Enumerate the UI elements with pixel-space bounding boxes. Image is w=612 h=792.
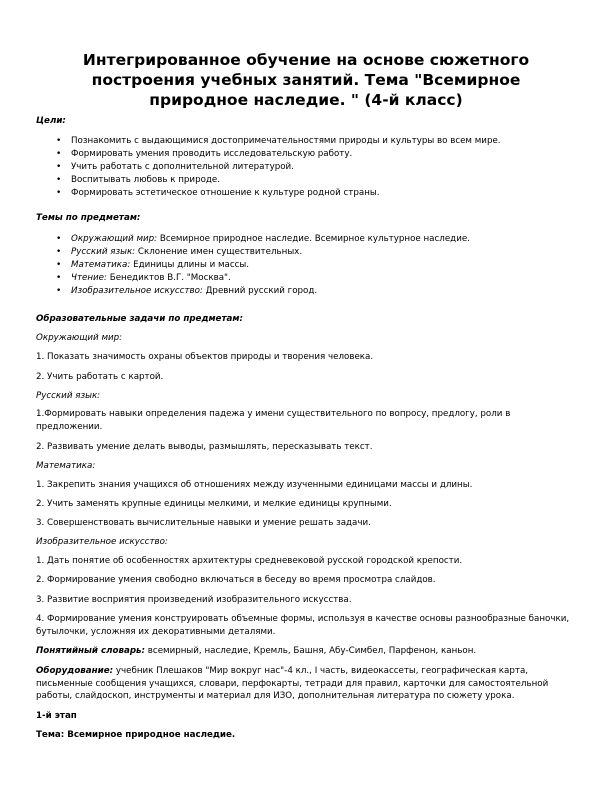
equipment-label: Оборудование: <box>36 666 114 676</box>
subject-label: Чтение: <box>71 272 107 283</box>
list-item <box>56 272 576 285</box>
task-item: 4. Формирование умения конструировать объемные формы, используя в качестве основы разнообразные баночки, бутылочки, усложняя их декоративными деталями. <box>36 614 570 637</box>
russian-label: Русский язык: <box>36 391 101 401</box>
task-item: 1. Дать понятие об особенностях архитектуры средневековой русской городской крепости. <box>36 556 463 566</box>
stage-heading: 1-й этап <box>36 711 77 721</box>
math-label: Математика: <box>36 461 96 471</box>
list-item <box>56 285 576 298</box>
task-item: 3. Развитие восприятия произведений изобразительного искусства. <box>36 595 352 605</box>
topic-heading: Тема: Всемирное природное наследие. <box>36 730 236 740</box>
tasks-heading: Образовательные задачи по предметам: <box>36 314 243 324</box>
task-item: 1. Показать значимость охраны объектов природы и творения человека. <box>36 352 374 362</box>
task-item: 2. Учить работать с картой. <box>36 372 164 382</box>
list-item <box>56 233 576 246</box>
equipment-text: учебник Плешаков "Мир вокруг нас"-4 кл., I часть, видеокассеты, географическая карта, письменные сообщения учащихся, словари, перфокарты, тетради для правил, карточки для самостоятельной работы, слайдоскоп, инструменты и материал для ИЗО, дополнительная литература по сюжету урока. <box>36 666 549 701</box>
subjects-heading: Темы по предметам: <box>36 213 141 223</box>
list-item: • Воспитывать любовь к природе. <box>56 174 576 187</box>
document-title: Интегрированное обучение на основе сюжетного построения учебных занятий. Тема "Всемирное природное наследие. " (4-й класс) <box>82 51 530 109</box>
art-label: Изобразительное искусство: <box>36 537 168 547</box>
vocabulary <box>36 645 576 658</box>
subject-text: Склонение имен существительных. <box>135 246 303 257</box>
task-item: 2. Формирование умения свободно включаться в беседу во время просмотра слайдов. <box>36 575 436 585</box>
vocabulary-label: Понятийный словарь: <box>36 646 146 656</box>
task-item: 3. Совершенствовать вычислительные навыки и умение решать задачи. <box>36 518 371 528</box>
task-item: 2. Учить заменять крупные единицы мелкими, и мелкие единицы крупными. <box>36 499 392 509</box>
list-item: • Формировать умения проводить исследовательскую работу. <box>56 148 576 161</box>
equipment <box>36 665 576 703</box>
subject-text: Всемирное природное наследие. Всемирное культурное наследие. <box>157 234 470 244</box>
list-item: • Познакомить с выдающимися достопримечательностями природы и культуры во всем мире. <box>56 135 576 148</box>
subject-label: Окружающий мир: <box>71 234 158 244</box>
list-item: • Учить работать с дополнительной литературой. <box>56 161 576 174</box>
subject-label: Математика: <box>71 259 131 270</box>
vocabulary-text: всемирный, наследие, Кремль, Башня, Абу-Симбел, Парфенон, каньон. <box>145 646 477 656</box>
task-item: 1. Закрепить знания учащихся об отношениях между изученными единицами массы и длины. <box>36 480 473 490</box>
subject-label: Русский язык: <box>71 246 136 257</box>
task-item: 2. Развивать умение делать выводы, размышлять, пересказывать текст. <box>36 442 373 452</box>
subject-label: Изобразительное искусство: <box>71 285 203 296</box>
goals-heading: Цели: <box>36 116 66 126</box>
subject-text: Единицы длины и массы. <box>130 259 250 270</box>
subjects-list <box>56 233 576 298</box>
subject-text: Бенедиктов В.Г. "Москва". <box>106 272 231 283</box>
goals-list <box>56 135 576 200</box>
task-item: 1.Формировать навыки определения падежа у имени существительного по вопросу, предлогу, роли в предложении. <box>36 409 511 432</box>
list-item: • Формировать эстетическое отношение к культуре родной страны. <box>56 187 576 200</box>
list-item <box>56 259 576 272</box>
subject-text: Древний русский город. <box>202 285 318 296</box>
world-label: Окружающий мир: <box>36 333 123 343</box>
list-item <box>56 246 576 259</box>
